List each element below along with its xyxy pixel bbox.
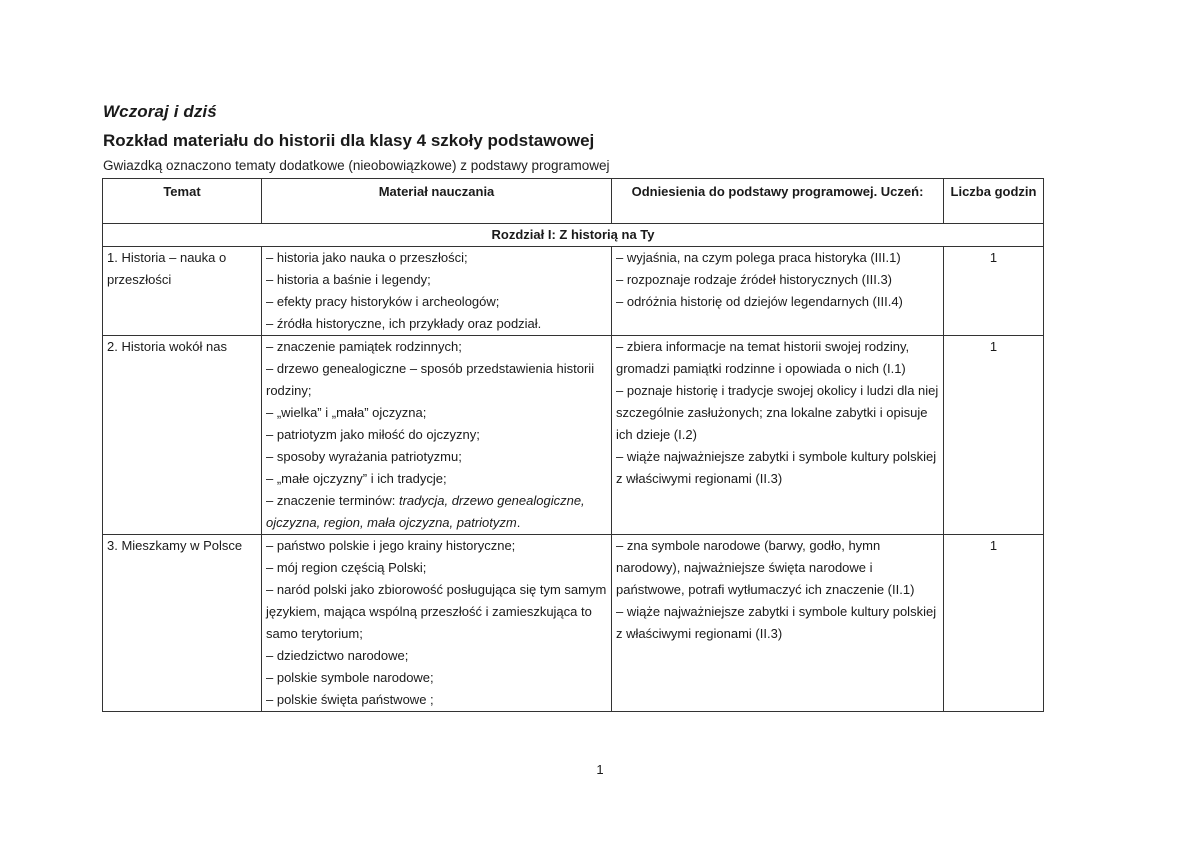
curriculum-item: – zbiera informacje na temat historii swojej rodziny, gromadzi pamiątki rodzinne i opowiada o nich (I.1) [616,339,910,376]
topic-cell: 3. Mieszkamy w Polsce [103,535,262,712]
terms-prefix: – znaczenie terminów: [266,493,399,508]
column-header-hours: Liczba godzin [944,179,1044,224]
material-item: – historia jako nauka o przeszłości; [266,250,468,265]
topic-cell: 2. Historia wokół nas [103,336,262,535]
curriculum-item: – wiąże najważniejsze zabytki i symbole kultury polskiej z właściwymi regionami (II.3) [616,604,937,641]
table-row [103,247,1044,336]
curriculum-item: – wiąże najważniejsze zabytki i symbole kultury polskiej z właściwymi regionami (II.3) [616,449,937,486]
material-item: – patriotyzm jako miłość do ojczyzny; [266,427,480,442]
terms-suffix: . [516,515,521,530]
curriculum-item: – wyjaśnia, na czym polega praca historyka (III.1) [616,250,901,265]
table-row [103,535,1044,712]
material-item: – efekty pracy historyków i archeologów; [266,294,500,309]
material-item: – „wielka” i „mała” ojczyzna; [266,405,427,420]
material-item-terms [266,490,607,534]
material-item: – sposoby wyrażania patriotyzmu; [266,449,462,464]
curriculum-cell [612,336,944,535]
material-item: – drzewo genealogiczne – sposób przedstawienia historii rodziny; [266,361,595,398]
document-title: Wczoraj i dziś [103,102,217,121]
material-item: – polskie symbole narodowe; [266,670,434,685]
hours-cell: 1 [944,336,1044,535]
material-cell [262,247,612,336]
material-item: – dziedzictwo narodowe; [266,648,409,663]
section-title: Rozdział I: Z historią na Ty [103,224,1044,247]
page-number: 1 [596,762,604,777]
material-item: – historia a baśnie i legendy; [266,272,431,287]
hours-cell: 1 [944,247,1044,336]
terms-list: tradycja, drzewo genealogiczne, ojczyzna, region, mała ojczyzna, patriotyzm [266,493,585,530]
material-item: – znaczenie pamiątek rodzinnych; [266,339,462,354]
material-cell [262,535,612,712]
table-header-row [103,179,1044,224]
topic-cell: 1. Historia – nauka o przeszłości [103,247,262,336]
material-item: – mój region częścią Polski; [266,560,427,575]
document-subtitle: Rozkład materiału do historii dla klasy 4 szkoły podstawowej [103,131,595,150]
table-row [103,336,1044,535]
curriculum-item: – zna symbole narodowe (barwy, godło, hymn narodowy), najważniejsze święta narodowe i państwowe, potrafi wytłumaczyć ich znaczenie (II.1) [616,538,915,597]
hours-cell: 1 [944,535,1044,712]
section-row [103,224,1044,247]
curriculum-cell [612,247,944,336]
curriculum-cell [612,535,944,712]
curriculum-item: – rozpoznaje rodzaje źródeł historycznych (III.3) [616,272,893,287]
curriculum-item: – odróżnia historię od dziejów legendarnych (III.4) [616,294,903,309]
curriculum-table [102,178,1044,712]
material-cell [262,336,612,535]
document-note: Gwiazdką oznaczono tematy dodatkowe (nieobowiązkowe) z podstawy programowej [103,158,610,173]
material-item: – „małe ojczyzny” i ich tradycje; [266,471,447,486]
curriculum-item: – poznaje historię i tradycje swojej okolicy i ludzi dla niej szczególnie zasłużonych; zna lokalne zabytki i opisuje ich dzieje (I.2) [616,383,939,442]
material-item: – polskie święta państwowe ; [266,692,434,707]
column-header-material: Materiał nauczania [262,179,612,224]
column-header-topic: Temat [103,179,262,224]
material-item: – państwo polskie i jego krainy historyczne; [266,538,516,553]
column-header-curriculum: Odniesienia do podstawy programowej. Uczeń: [612,179,944,224]
material-item: – źródła historyczne, ich przykłady oraz podział. [266,316,542,331]
material-item: – naród polski jako zbiorowość posługująca się tym samym językiem, mająca wspólną przeszłość i zamieszkująca to samo terytorium; [266,582,607,641]
